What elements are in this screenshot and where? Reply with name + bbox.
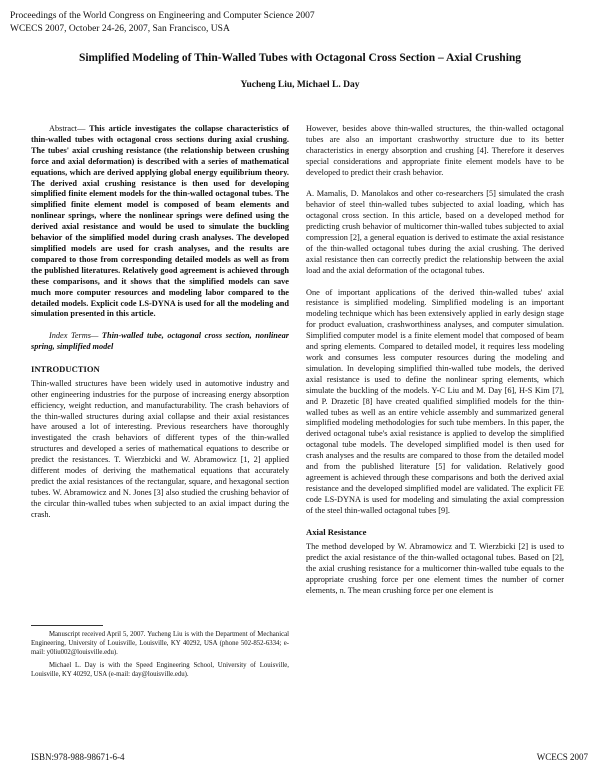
right-paragraph-4: The method developed by W. Abramowicz and T. Wierzbicki [2] is used to predict the axial resistance of the thin-walled octagonal tubes. Based on [2], the axial crushing resistance for a multicorner thin-walled tube equals to the appropriate crushing force per one element times the number of corner elements, n. The mean crushing force per one element is <box>306 542 564 596</box>
conference-footer: WCECS 2007 <box>536 752 588 762</box>
footnotes <box>31 630 289 683</box>
index-terms-text: Thin-walled tube, octagonal cross section, nonlinear spring, simplified model <box>31 331 289 352</box>
index-terms-label: Index Terms— <box>49 331 99 341</box>
right-paragraph-3: One of important applications of the derived thin-walled tubes' axial resistance is simplified modeling. Simplified modeling is an important modeling technique which has been extensively applied in early design stage for product evaluation, crashworthiness analyses, and computer simulation. Simplified computer model is a finite element model that composed of beam and spring elements. Compared to detailed model, it requires less modeling work and consumes less computer resources during the modeling and simulation. In developing simplified thin-walled tube models, the derived axial resistance is used to define the nonlinear spring elements, which simulate the buckling of the models. Y-C Liu and M. Day [6], H-S Kim [7], and P. Drazetic [8] have created qualified simplified models for the thin-walled tubes as well as an entire vehicle assembly and summarized general simplified modeling methodologies for such tube members. In this paper, the derived octagonal tube's axial resistance is applied to develop the simplified octagonal tube models. The developed simplified model is then used for crash analyses and the results are compared to those from the detailed model and from the published literature [5] for validation. Relatively good agreement is achieved through these comparisons and both the derived axial resistance and the developed simplified model are validated. The explicit FE code LS-DYNA is used for modeling and simulating the axial compression of the steel thin-walled octagonal tubes [9]. <box>306 287 564 515</box>
abstract <box>31 124 289 320</box>
introduction-heading: INTRODUCTION <box>31 363 100 374</box>
index-terms <box>31 331 289 353</box>
conference-info: WCECS 2007, October 24-26, 2007, San Francisco, USA <box>10 24 230 34</box>
paper-authors: Yucheng Liu, Michael L. Day <box>240 80 360 90</box>
footnote-divider <box>31 625 103 626</box>
footnote-manuscript: Manuscript received April 5, 2007. Yucheng Liu is with the Department of Mechanical Engineering, University of Louisville, Louisville, KY 40292, USA (phone 502-852-6334; e-mail: y0liu002@louisville.edu). <box>31 631 289 656</box>
paper-title: Simplified Modeling of Thin-Walled Tubes with Octagonal Cross Section – Axial Crushing <box>78 52 522 64</box>
right-column <box>306 124 564 608</box>
introduction-paragraph: Thin-walled structures have been widely used in automotive industry and other engineering industries for the purpose of increasing energy absorption efficiency, weight reduction, and manufacturability. The crash behaviors of the thin-walled structures during axial collapse and their axial resistances have aroused a lot of interesting. Previous researchers have thoroughly investigated the crash behaviors of different types of the thin-walled structures and developed a series of mathematical equations to describe or predict the resistances. T. Wierzbicki and W. Abramowicz [1, 2] applied different modes of deriving the mathematical equations that accurately predict the axial resistances of the rectangular, square, and hexagonal section tubes. W. Abramowicz and N. Jones [3] also studied the crushing behavior of the circular thin-walled tubes when subjected to an axial impact during the crash. <box>31 378 289 519</box>
abstract-label: Abstract— <box>49 124 86 133</box>
axial-resistance-heading: Axial Resistance <box>306 527 367 538</box>
abstract-text: This article investigates the collapse characteristics of thin-walled tubes with octagonal cross sections during axial crushing. The tubes' axial crushing resistance (the relationship between crushing force and axial deformation) is described with a series of mathematical equations, which are derived applying global energy equilibrium theory. The derived axial crushing resistance is then used for developing simplified finite element models for the thin-walled octagonal tubes. The simplified finite element model is composed of beam elements and nonlinear springs, where the nonlinear springs were defined using the derived axial resistance and would be used to simulate the buckling behavior of the simplified model during crash analyses. The developed simplified models are used for crash analyses, and the results are compared to those from corresponding detailed models as well as from the published literatures. Relatively good agreement is achieved through these comparisons, and it shows that the simplified models can save much more computer resources and modeling labor compared to the detailed models. Explicit code LS-DYNA is used for all the modeling and simulation presented in this article. <box>31 124 289 319</box>
right-paragraph-1: However, besides above thin-walled structures, the thin-walled octagonal tubes are also an important crashworthy structure due to its better characteristics in energy absorption and crushing [4]. Therefore it deserves special considerations and appropriate finite element models have to be developed to predict their crash behavior. <box>306 124 564 177</box>
footnote-day: Michael L. Day is with the Speed Engineering School, University of Louisville, Louisville, KY 40292, USA (e-mail: day@louisville.edu). <box>31 662 289 678</box>
isbn: ISBN:978-988-98671-6-4 <box>31 752 125 762</box>
proceedings-header: Proceedings of the World Congress on Engineering and Computer Science 2007 <box>10 11 315 21</box>
left-column <box>31 124 289 531</box>
right-paragraph-2: A. Mamalis, D. Manolakos and other co-researchers [5] simulated the crash behavior of steel thin-walled tubes subjected to axial loading, which has octagonal cross section. In this article, based on a developed method for predicting crush behavior of multicorner thin-walled tubes subjected to axial compression [2], a general equation is derived to estimate the axial resistance of the thin-walled octagonal tubes during the axial crushing. The derived axial resistance then can correctly predict the relationship between the axial load and the axial deformation of the octagonal tubes. <box>306 189 564 275</box>
